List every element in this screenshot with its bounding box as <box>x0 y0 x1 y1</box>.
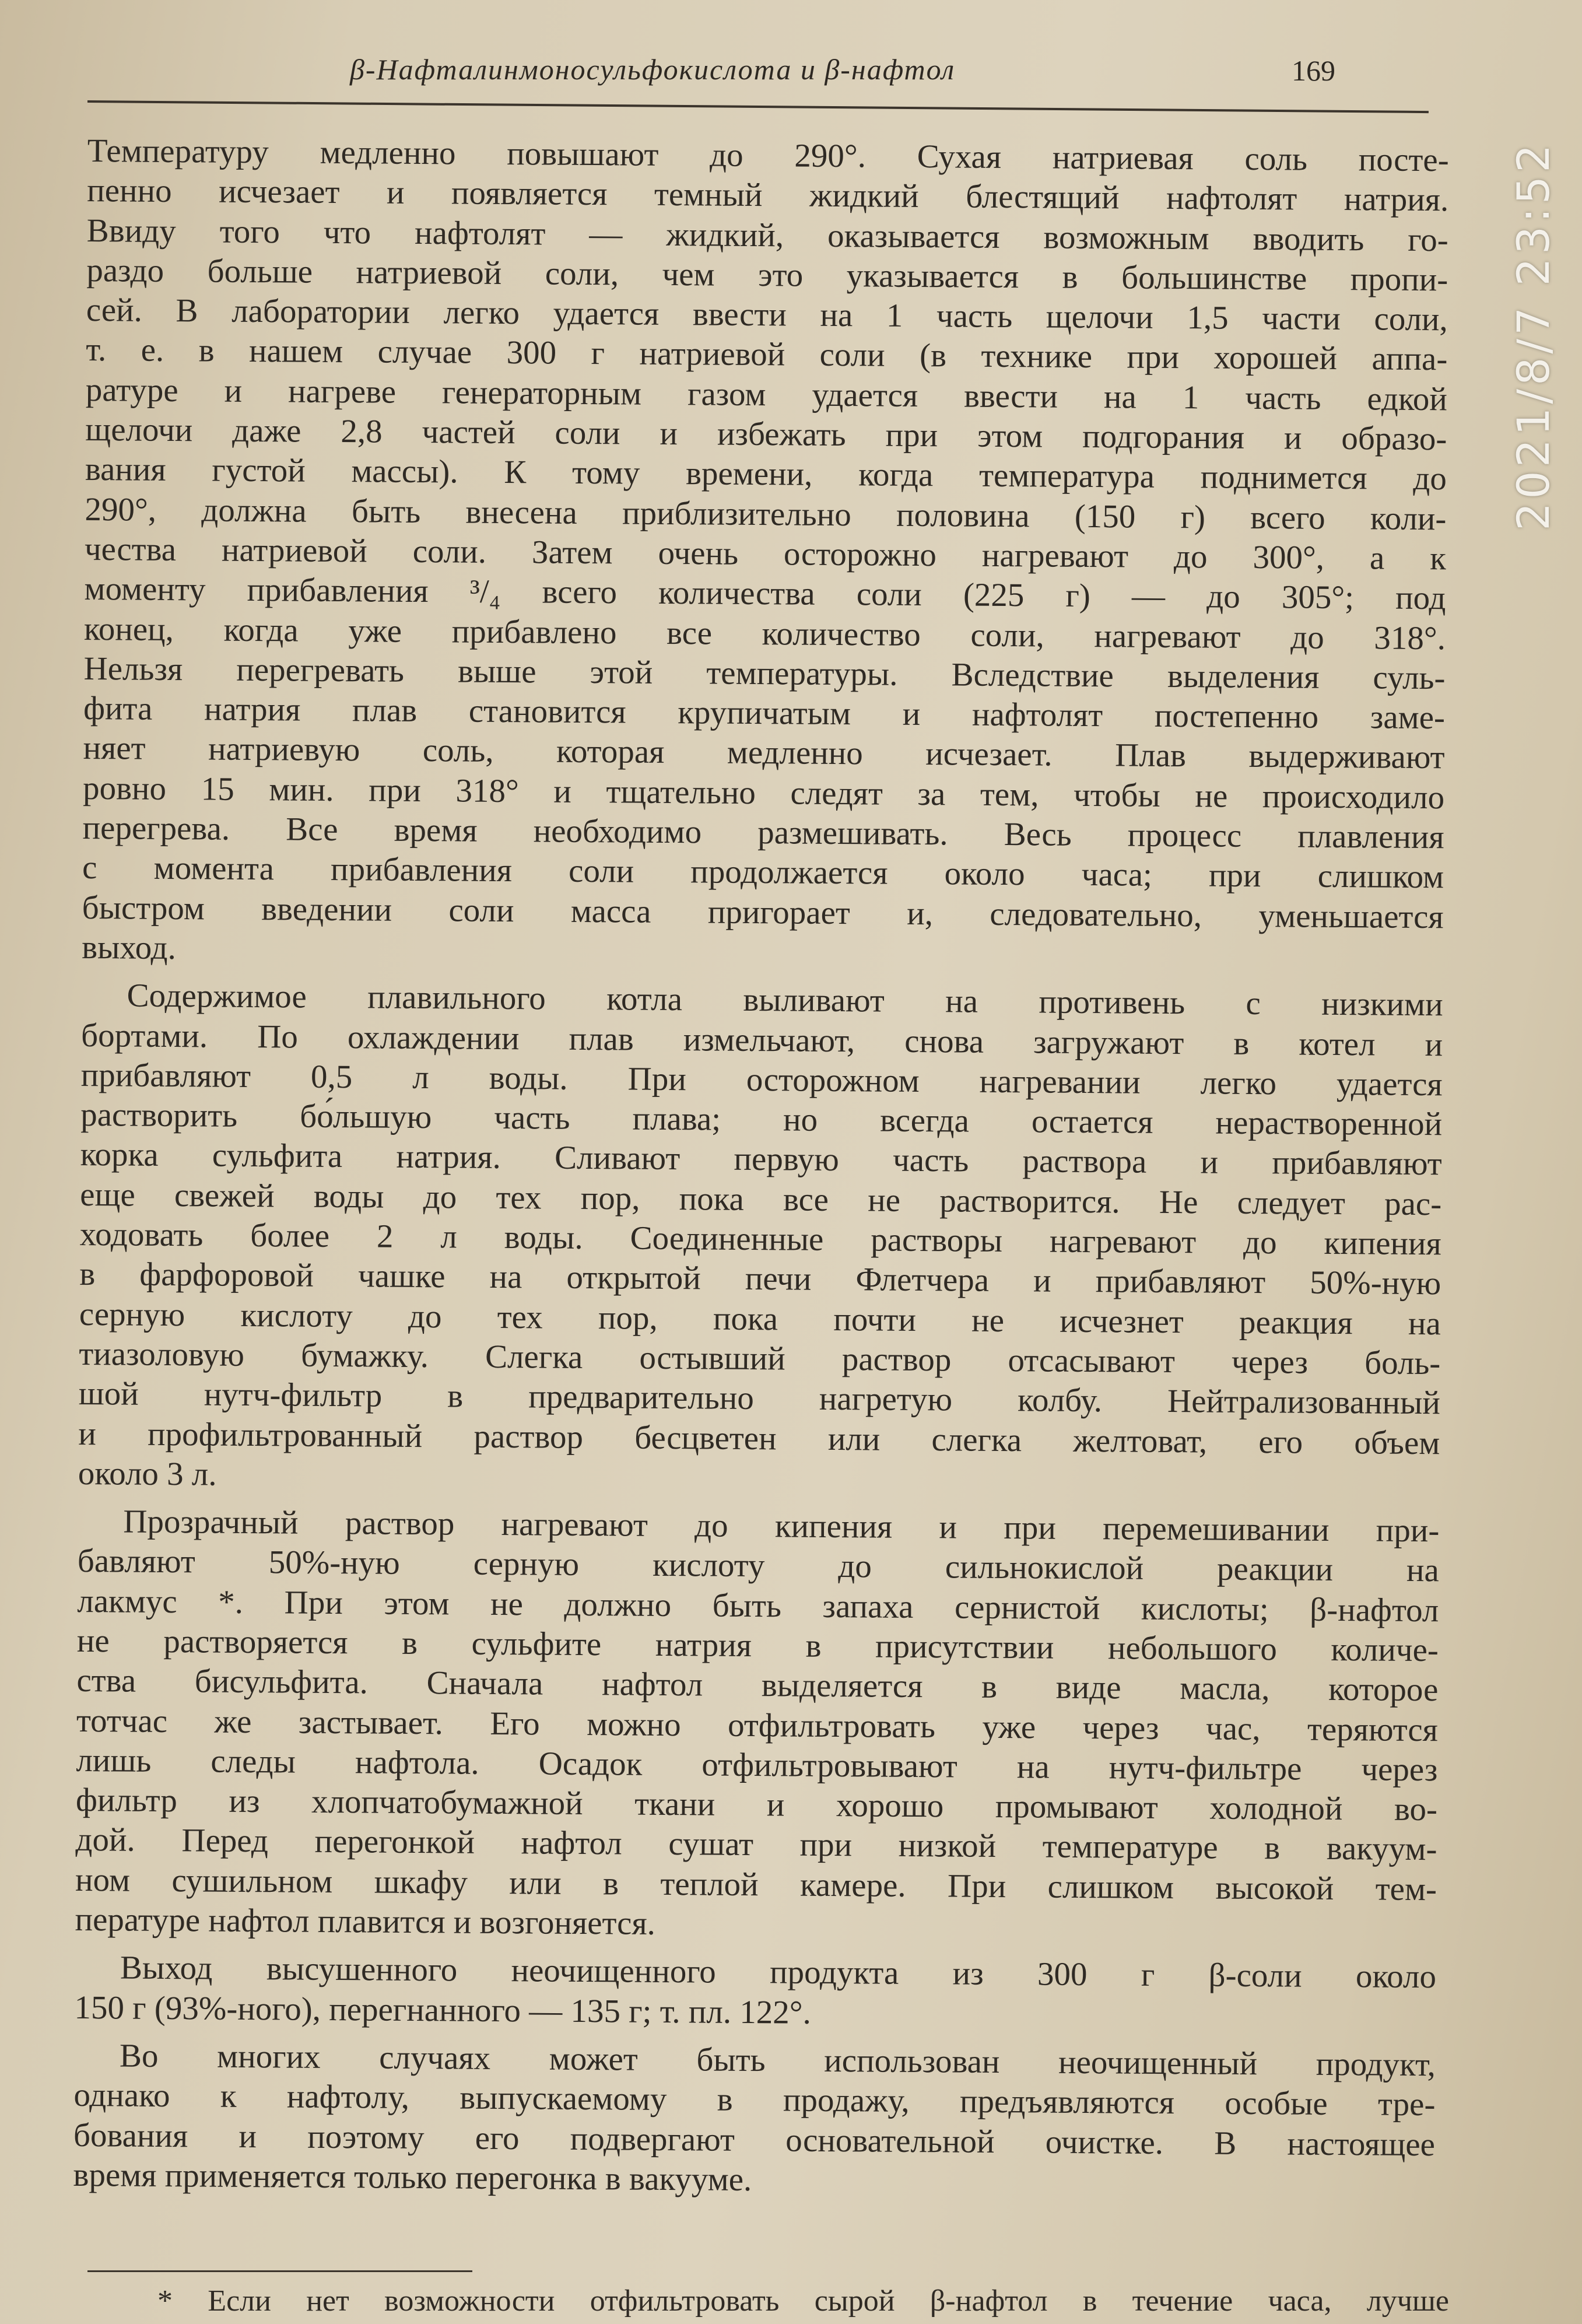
text-line: ства бисульфита. Сначала нафтол выделяется в виде масла, которое <box>76 1662 1439 1709</box>
text-line: Выход высушенного неочищенного продукта из 300 г β-соли около <box>120 1949 1437 1996</box>
text-line: ратуре и нагреве генераторным газом удается ввести на 1 часть едкой <box>85 371 1448 418</box>
text-line: Нельзя перегревать выше этой температуры. Вследствие выделения суль- <box>83 650 1446 697</box>
paragraph-4 <box>74 1948 1436 2037</box>
text-line: Ввиду того что нафтолят — жидкий, оказывается возможным вводить го- <box>86 212 1448 258</box>
text-line: тиазоловую бумажку. Слегка остывший раствор отсасывают через боль- <box>79 1335 1441 1382</box>
text-line: лишь следы нафтола. Осадок отфильтровывают на нутч-фильтре через <box>76 1741 1438 1789</box>
text-line: т. е. в нашем случае 300 г натриевой соли (в технике при хорошей аппа- <box>86 331 1448 378</box>
text-line: с момента прибавления соли продолжается около часа; при слишком <box>82 849 1444 896</box>
text-line: шой нутч-фильтр в предварительно нагретую колбу. Нейтрализованный <box>78 1375 1441 1422</box>
photo-timestamp: 2021/8/7 23:52 <box>1507 141 1559 531</box>
text-line: ном сушильном шкафу или в теплой камере. При слишком высокой тем- <box>75 1861 1437 1908</box>
running-title: β-Нафталинмоносульфокислота и β-нафтол <box>350 53 956 86</box>
text-line: пенно исчезает и появляется темный жидкий блестящий нафтолят натрия. <box>87 172 1449 219</box>
text-line: не растворяется в сульфите натрия в присутствии небольшого количе- <box>76 1622 1439 1669</box>
text-line: серную кислоту до тех пор, пока почти не исчезнет реакция на <box>79 1295 1441 1342</box>
footnote: * Если нет возможности отфильтровать сырой β-нафтол в течение часа, лучше <box>157 2284 1449 2318</box>
text-line: вания густой массы). К тому времени, когда температура поднимется до <box>85 451 1447 497</box>
text-line: около 3 л. <box>78 1454 217 1493</box>
text-line: конец, когда уже прибавлено все количество соли, нагревают до 318°. <box>83 610 1446 657</box>
paragraph-1 <box>82 131 1449 977</box>
text-line: быстром введении соли масса пригорает и, следовательно, уменьшается <box>82 889 1444 935</box>
text-line: перегрева. Все время необходимо размешивать. Весь процесс плавления <box>82 809 1444 856</box>
text-line: 150 г (93%-ного), перегнанного — 135 г; т. пл. 122°. <box>74 1989 812 2031</box>
header-rule <box>87 100 1429 113</box>
paragraph-5 <box>73 2036 1436 2204</box>
text-line: корка сульфита натрия. Сливают первую часть раствора и прибавляют <box>80 1136 1442 1183</box>
paragraph-3 <box>75 1502 1439 1950</box>
text-line: выход. <box>82 928 177 967</box>
text-line: тотчас же застывает. Его можно отфильтровать уже через час, теряются <box>76 1702 1439 1748</box>
text-line: раздо больше натриевой соли, чем это указывается в большинстве пропи- <box>86 251 1448 299</box>
text-line: Содержимое плавильного котла выливают на противень с низкими <box>127 977 1443 1023</box>
text-line: пературе нафтол плавится и возгоняется. <box>75 1901 656 1942</box>
text-line: дой. Перед перегонкой нафтол сушат при низкой температуре в вакуум- <box>75 1821 1437 1868</box>
text-line: и профильтрованный раствор бесцветен или слегка желтоват, его объем <box>78 1415 1440 1461</box>
paragraph-2 <box>78 976 1443 1503</box>
footnote-rule <box>87 2270 472 2272</box>
text-line: фильтр из хлопчатобумажной ткани и хорошо промывают холодной во- <box>75 1782 1438 1828</box>
text-line: время применяется только перегонка в вакууме. <box>73 2156 752 2198</box>
text-line: щелочи даже 2,8 частей соли и избежать при этом подгорания и образо- <box>85 411 1447 458</box>
text-line: растворить бо́льшую часть плава; но всегда остается нерастворенной <box>80 1096 1443 1143</box>
text-line: бортами. По охлаждении плав измельчают, снова загружают в котел и <box>80 1016 1443 1063</box>
text-line: моменту прибавления ³/₄ всего количества соли (225 г) — до 305°; под <box>84 570 1446 617</box>
text-line: ходовать более 2 л воды. Соединенные растворы нагревают до кипения <box>79 1215 1441 1263</box>
text-line: 290°, должна быть внесена приблизительно половина (150 г) всего коли- <box>85 490 1447 537</box>
text-line: сей. В лаборатории легко удается ввести на 1 часть щелочи 1,5 части соли, <box>86 292 1448 338</box>
page-number: 169 <box>1292 54 1335 87</box>
text-line: бавляют 50%-ную серную кислоту до сильнокислой реакции на <box>77 1543 1440 1589</box>
text-line: прибавляют 0,5 л воды. При осторожном нагревании легко удается <box>80 1056 1443 1103</box>
text-line: в фарфоровой чашке на открытой печи Флетчера и прибавляют 50%-ную <box>79 1256 1441 1302</box>
text-line: еще свежей воды до тех пор, пока все не растворится. Не следует рас- <box>80 1176 1442 1222</box>
text-line: няет натриевую соль, которая медленно исчезает. Плав выдерживают <box>83 730 1445 776</box>
text-line: лакмус *. При этом не должно быть запаха сернистой кислоты; β-нафтол <box>77 1582 1439 1629</box>
text-line: бования и поэтому его подвергают основательной очистке. В настоящее <box>73 2116 1436 2163</box>
text-line: фита натрия плав становится крупичатым и нафтолят постепенно заме- <box>83 690 1446 737</box>
text-line: Прозрачный раствор нагревают до кипения и при перемешивании при- <box>123 1503 1440 1550</box>
body-text <box>73 131 1449 2204</box>
text-line: Температуру медленно повышают до 290°. Сухая натриевая соль посте- <box>87 132 1449 179</box>
text-line: ровно 15 мин. при 318° и тщательно следят за тем, чтобы не происходило <box>82 769 1445 816</box>
text-line: чества натриевой соли. Затем очень осторожно нагревают до 300°, а к <box>84 530 1447 577</box>
text-line: Во многих случаях может быть использован неочищенный продукт, <box>119 2037 1436 2084</box>
text-line: однако к нафтолу, выпускаемому в продажу, предъявляются особые тре- <box>73 2077 1436 2123</box>
